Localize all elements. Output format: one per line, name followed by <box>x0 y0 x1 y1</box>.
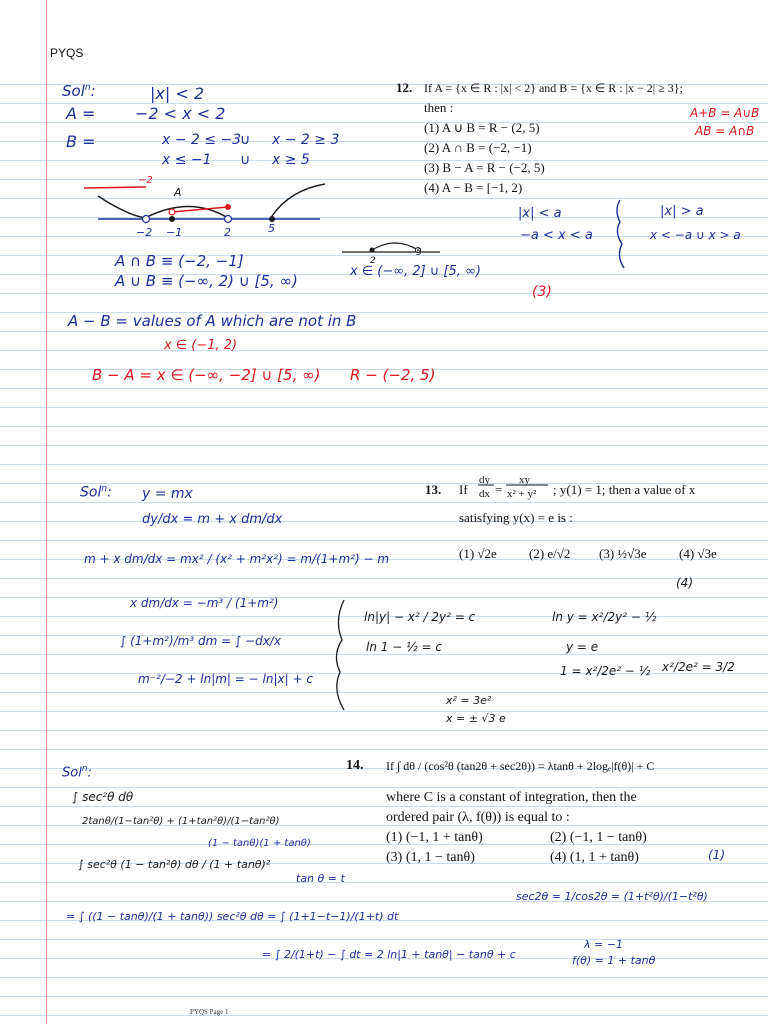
q12-stem: If A = {x ∈ R : |x| < 2} and B = {x ∈ R : |x − 2| ≥ 3}; <box>424 81 683 95</box>
q13-note-l6: m⁻²/−2 + ln|m| = − ln|x| + c <box>138 672 313 686</box>
q12-absx: |x| < 2 <box>150 84 205 103</box>
q13-note-r3: ln y = x²/2y² − ½ <box>552 610 657 624</box>
q13-note-r2: ln 1 − ½ = c <box>366 640 442 654</box>
q12-abs-note-3: |x| > a <box>660 204 704 219</box>
q14-note-s7: = ∫ 2/(1+t) − ∫ dt = 2 ln|1 + tanθ| − tanθ + c <box>262 948 516 961</box>
q12-axis-5: 5 <box>268 222 275 235</box>
q14-note-s2: 2tanθ/(1−tan²θ) + (1+tan²θ)/(1−tan²θ) <box>82 816 280 827</box>
q13-note-l5: ∫ (1+m²)/m³ dm = ∫ −dx/x <box>120 634 281 648</box>
q12-A-value: −2 < x < 2 <box>135 104 226 123</box>
q12-B-minus-A: B − A = x ∈ (−∞, −2] ∪ [5, ∞) <box>92 366 321 384</box>
q12-xset: x ∈ (−∞, 2] ∪ [5, ∞) <box>350 264 481 279</box>
q12-B-row2c: x ≥ 5 <box>272 152 310 168</box>
q13-note-r7: x² = 3e² <box>446 694 492 707</box>
q13-rest: ; y(1) = 1; then a value of x <box>553 482 696 497</box>
q12-axis-A: A <box>174 186 182 199</box>
q13-denominator: x² + y² <box>507 488 537 500</box>
q13-option-3: (3) ½√3e <box>599 546 647 561</box>
q12-AuB: A ∪ B ≡ (−∞, 2) ∪ [5, ∞) <box>115 272 298 290</box>
q12-option-2: (2) A ∩ B = (−2, −1) <box>424 140 532 155</box>
q13-line2: satisfying y(x) = e is : <box>459 510 573 525</box>
q14-number: 14. <box>346 758 364 773</box>
q13-note-r1: ln|y| − x² / 2y² = c <box>364 610 476 624</box>
q12-B-row2b: ∪ <box>240 152 251 168</box>
q12-A-label: A = <box>66 104 96 123</box>
q14-line3: ordered pair (λ, f(θ)) is equal to : <box>386 810 570 825</box>
q14-note-s3: (1 − tanθ)(1 + tanθ) <box>208 838 311 849</box>
q12-B-row2a: x ≤ −1 <box>162 152 212 168</box>
q13-dy: dy <box>479 474 490 486</box>
q14-note-s9: λ = −1 <box>584 938 623 951</box>
q12-option-1: (1) A ∪ B = R − (2, 5) <box>424 120 540 135</box>
q13-note-l2: dy/dx = m + x dm/dx <box>142 512 283 527</box>
q12-B-row1b: ∪ <box>240 132 251 148</box>
q14-line1: If ∫ dθ / (cos²θ (tan2θ + sec2θ)) = λtanθ + 2logₑ|f(θ)| + C <box>386 759 655 773</box>
q13-note-l1: y = mx <box>142 486 193 502</box>
q14-sol-label: Sol$^n$: <box>62 764 92 781</box>
q12-then: then : <box>424 100 454 115</box>
q12-abs-note-1: |x| < a <box>518 206 562 221</box>
q13-option-4: (4) √3e <box>679 546 717 561</box>
q13-option-1: (1) √2e <box>459 546 497 561</box>
q12-B-row1a: x − 2 ≤ −3 <box>162 132 242 148</box>
q12-axis-m1: −1 <box>166 226 183 239</box>
q13-if: If <box>459 482 468 497</box>
q12-mini-5: 5 <box>416 248 422 258</box>
q12-B-label: B = <box>66 132 96 151</box>
q14-note-s4: ∫ sec²θ (1 − tan²θ) dθ / (1 + tanθ)² <box>78 858 271 871</box>
q13-option-2: (2) e/√2 <box>529 546 571 561</box>
page-footer: PYQS Page 1 <box>190 1008 229 1016</box>
q13-note-l4: x dm/dx = −m³ / (1+m²) <box>130 596 279 610</box>
q13-number: 13. <box>425 482 442 497</box>
q12-abs-note-2: −a < x < a <box>520 228 593 243</box>
q13-note-r6: x²/2e² = 3/2 <box>662 660 735 674</box>
q13-note-r5: 1 = x²/2e² − ½ <box>560 664 651 678</box>
q14-option-1: (1) (−1, 1 + tanθ) <box>386 830 483 845</box>
q12-B-minus-A-result: R − (−2, 5) <box>350 366 436 384</box>
q12-option-3: (3) B − A = R − (−2, 5) <box>424 160 545 175</box>
q12-answer: (3) <box>532 284 552 300</box>
q12-red-note-2: AB = A∩B <box>695 124 755 138</box>
q14-note-s1: ∫ sec²θ dθ <box>72 790 134 804</box>
q12-mini-2: 2 <box>370 256 376 266</box>
q14-option-3: (3) (1, 1 − tanθ) <box>386 850 475 865</box>
q12-A-minus-B-value: x ∈ (−1, 2) <box>164 338 238 353</box>
q14-note-s6: = ∫ ((1 − tanθ)/(1 + tanθ)) sec²θ dθ = ∫ (1+1−t−1)/(1+t) dt <box>66 910 399 923</box>
q12-sol-label: Sol$^n$: <box>62 82 96 100</box>
page-header: PYQS <box>50 46 84 60</box>
q12-axis-red: −2 <box>138 175 153 186</box>
q12-AnB: A ∩ B ≡ (−2, −1] <box>115 252 244 270</box>
q12-B-row1c: x − 2 ≥ 3 <box>272 132 340 148</box>
q13-note-r4: y = e <box>566 640 599 654</box>
q12-A-minus-B: A − B = values of A which are not in B <box>68 312 357 330</box>
q13-answer: (4) <box>676 576 693 590</box>
q13-dx: dx <box>479 488 490 500</box>
q13-equals: = <box>495 482 503 497</box>
q14-note-s8: sec2θ = 1/cos2θ = (1+t²θ)/(1−t²θ) <box>516 890 708 903</box>
q12-axis-m2: −2 <box>136 226 153 239</box>
q12-option-4: (4) A − B = [−1, 2) <box>424 180 523 195</box>
q12-red-note-1: A+B = A∪B <box>690 106 760 120</box>
q13-xy: xy <box>519 474 530 486</box>
q14-option-4: (4) (1, 1 + tanθ) <box>550 850 639 865</box>
q14-note-s5: tan θ = t <box>296 872 345 885</box>
q14-option-2: (2) (−1, 1 − tanθ) <box>550 830 647 845</box>
q12-axis-2: 2 <box>224 226 231 239</box>
q14-block <box>346 756 756 866</box>
q14-answer: (1) <box>708 848 725 862</box>
q13-note-l3: m + x dm/dx = mx² / (x² + m²x²) = m/(1+m²) − m <box>84 552 390 566</box>
q14-line2: where C is a constant of integration, then the <box>386 790 637 805</box>
q12-number: 12. <box>396 80 413 95</box>
q13-sol-label: Sol$^n$: <box>80 484 112 501</box>
q12-abs-note-4: x < −a ∪ x > a <box>650 228 741 242</box>
q14-note-s10: f(θ) = 1 + tanθ <box>572 954 656 967</box>
q13-note-r8: x = ± √3 e <box>446 712 506 725</box>
